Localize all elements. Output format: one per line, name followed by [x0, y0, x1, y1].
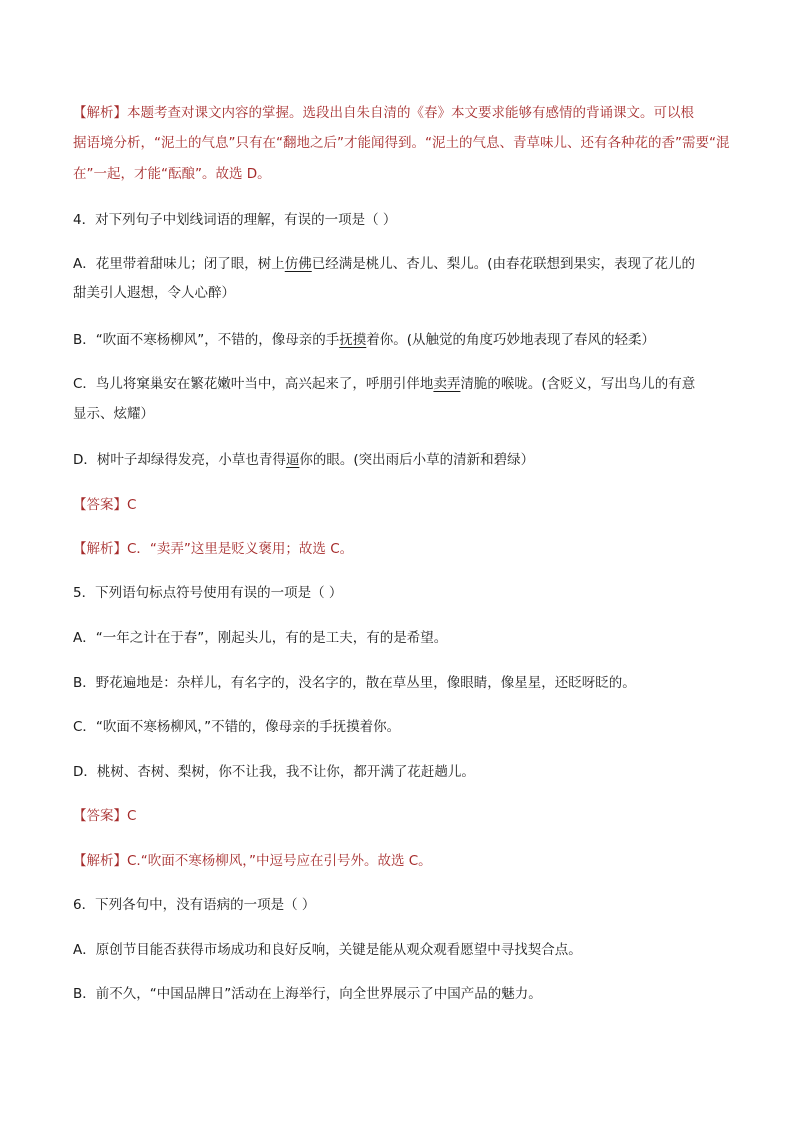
option-text: 你的眼。(突出雨后小草的清新和碧绿）: [299, 452, 535, 468]
question-4-option-b: [73, 331, 733, 349]
option-text: A．花里带着甜味儿；闭了眼，树上: [73, 256, 285, 272]
analysis-q3-line-1: [73, 104, 733, 122]
analysis-text: C．“卖弄”这里是贬义褒用；故选 C。: [127, 541, 354, 557]
underlined-word: 抚摸: [339, 332, 367, 348]
analysis-text: C.“吹面不寒杨柳风，”中逗号应在引号外。故选 C。: [127, 853, 432, 869]
question-4-option-a-line-2: 甜美引人遐想，令人心醉）: [73, 285, 235, 301]
question-5-option-b: B．野花遍地是：杂样儿，有名字的，没名字的，散在草丛里，像眼睛，像星星，还眨呀眨的。: [73, 675, 636, 691]
question-4-option-c: [73, 375, 733, 393]
option-text: 清脆的喉咙。(含贬义，写出鸟儿的有意: [460, 376, 696, 392]
question-5-option-d: D．桃树、杏树、梨树，你不让我，我不让你，都开满了花赶趟儿。: [73, 764, 475, 780]
question-5-answer: [73, 807, 733, 825]
underlined-word: 逼: [285, 452, 300, 468]
underlined-word: 仿佛: [284, 256, 312, 272]
option-text: D．树叶子却绿得发亮，小草也青得: [73, 452, 286, 468]
option-text: 已经满是桃儿、杏儿、梨儿。(由春花联想到果实，表现了花儿的: [311, 256, 696, 272]
question-5-analysis: [73, 852, 733, 870]
question-5-stem: 5．下列语句标点符号使用有误的一项是（ ）: [73, 585, 343, 601]
option-text: 着你。(从触觉的角度巧妙地表现了春风的轻柔）: [366, 332, 656, 348]
question-4-option-a: [73, 255, 733, 273]
question-6-stem: 6．下列各句中，没有语病的一项是（ ）: [73, 897, 316, 913]
underlined-word: 卖弄: [433, 376, 461, 392]
option-text: B．“吹面不寒杨柳风”，不错的，像母亲的手: [73, 332, 340, 348]
option-text: C．鸟儿将窠巢安在繁花嫩叶当中，高兴起来了，呼朋引伴地: [73, 376, 434, 392]
analysis-q3-line-3: 在”一起，才能“酝酿”。故选 D。: [73, 166, 271, 182]
answer-tag: 【答案】: [73, 497, 127, 513]
analysis-tag: 【解析】: [73, 853, 127, 869]
question-5-option-a: A．“一年之计在于春”，刚起头儿，有的是工夫，有的是希望。: [73, 630, 448, 646]
question-4-answer: [73, 496, 733, 514]
answer-tag: 【答案】: [73, 808, 127, 824]
question-4-option-c-line-2: 显示、炫耀）: [73, 406, 154, 422]
analysis-tag: 【解析】: [73, 541, 127, 557]
question-6-option-b: B．前不久，“中国品牌日”活动在上海举行，向全世界展示了中国产品的魅力。: [73, 986, 542, 1002]
question-4-analysis: [73, 540, 733, 558]
analysis-q3-line-2: 据语境分析，“泥土的气息”只有在“翻地之后”才能闻得到。“泥土的气息、青草味儿、还有各种花的香”需要“混: [73, 135, 730, 151]
answer-value: C: [127, 497, 137, 513]
question-6-option-a: A．原创节目能否获得市场成功和良好反响，关键是能从观众观看愿望中寻找契合点。: [73, 942, 582, 958]
question-5-option-c: C．“吹面不寒杨柳风，”不错的，像母亲的手抚摸着你。: [73, 719, 401, 735]
analysis-text: 本题考查对课文内容的掌握。选段出自朱自清的《春》本文要求能够有感情的背诵课文。可以根: [127, 105, 694, 121]
analysis-tag: 【解析】: [73, 105, 127, 121]
question-4-stem: 4．对下列句子中划线词语的理解，有误的一项是（ ）: [73, 212, 397, 228]
answer-value: C: [127, 808, 137, 824]
question-4-option-d: [73, 451, 733, 469]
